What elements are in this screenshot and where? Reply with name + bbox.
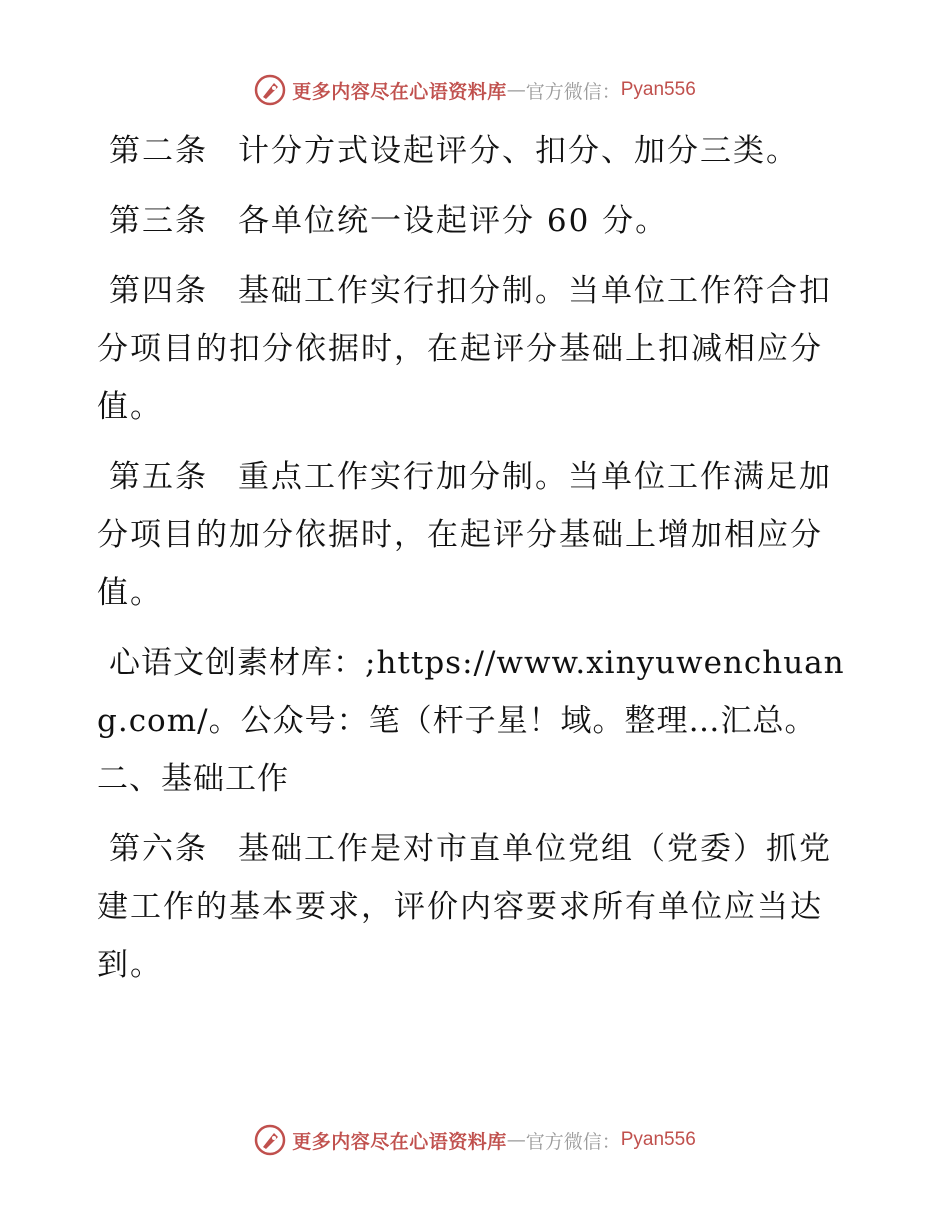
article-paragraph — [97, 192, 857, 250]
banner-wechat-id: Pyan556 — [620, 1129, 696, 1150]
article-paragraph — [97, 448, 857, 622]
article-heading: 第六条 — [109, 831, 208, 867]
article-body: 重点工作实行加分制。当单位工作满足加分项目的加分依据时，在起评分基础上增加相应分值。 — [97, 459, 832, 611]
banner-main-text: 更多内容尽在心语资料库 — [292, 1130, 507, 1153]
pen-nib-logo-icon — [254, 1124, 286, 1156]
footer-banner — [0, 1120, 950, 1160]
article-body: 计分方式设起评分、扣分、加分三类。 — [238, 133, 799, 169]
header-banner — [0, 70, 950, 110]
article-body: 基础工作是对市直单位党组（党委）抓党建工作的基本要求，评价内容要求所有单位应当达到。 — [97, 831, 832, 983]
promo-paragraph: 心语文创素材库：;https://www.xinyuwenchuang.com/。公众号：笔（杆子星！域。整理…汇总。二、基础工作 — [97, 645, 845, 797]
banner-main-text: 更多内容尽在心语资料库 — [292, 80, 507, 103]
banner-dash: — — [506, 1129, 526, 1151]
document-body — [97, 122, 857, 994]
article-heading: 第五条 — [109, 459, 208, 495]
article-body: 基础工作实行扣分制。当单位工作符合扣分项目的扣分依据时，在起评分基础上扣减相应分值。 — [97, 273, 832, 425]
article-heading: 第四条 — [109, 273, 208, 309]
banner-sub-text: 官方微信： — [525, 1130, 621, 1153]
banner-dash: — — [506, 79, 526, 101]
pen-nib-logo-icon — [254, 74, 286, 106]
article-body: 各单位统一设起评分 60 分。 — [238, 203, 669, 239]
banner-sub-text: 官方微信： — [525, 80, 621, 103]
banner-wechat-id: Pyan556 — [620, 79, 696, 100]
article-heading: 第二条 — [109, 133, 208, 169]
article-paragraph — [97, 122, 857, 180]
article-paragraph — [97, 262, 857, 436]
article-paragraph — [97, 820, 857, 994]
article-heading: 第三条 — [109, 203, 208, 239]
